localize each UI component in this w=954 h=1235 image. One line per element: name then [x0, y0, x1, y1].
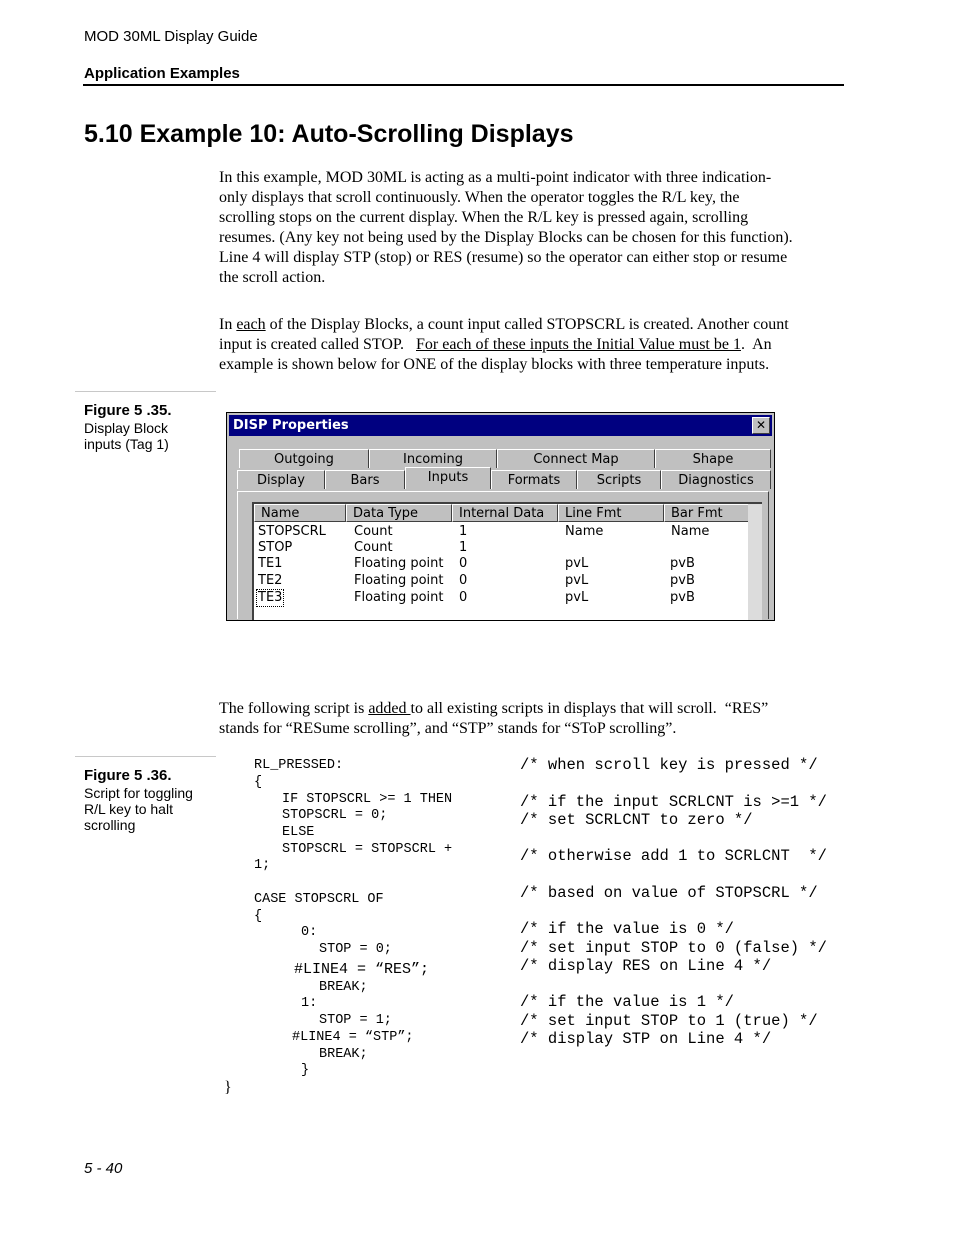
- code-comment: /* otherwise add 1 to SCRLCNT */: [520, 847, 827, 865]
- cell-name[interactable]: STOP: [258, 540, 293, 555]
- code-line: #LINE4 = “RES”;: [294, 961, 430, 978]
- text-run: to all existing scripts in displays that will scroll. “RES”: [410, 700, 769, 717]
- column-header-line-fmt-name[interactable]: Line Fmt Name: [558, 504, 664, 522]
- cell-line-fmt: pvL: [565, 590, 589, 605]
- text-run: . An: [740, 336, 772, 353]
- code-comment: /* if the value is 1 */: [520, 993, 734, 1011]
- caption-line: inputs (Tag 1): [84, 436, 169, 452]
- dialog-title: DISP Properties: [233, 418, 349, 433]
- code-line: RL_PRESSED:: [254, 758, 344, 773]
- inputs-line: example is shown below for ONE of the display blocks with three temperature inputs.: [219, 356, 770, 373]
- cell-data-type: Floating point: [354, 556, 444, 571]
- caption-line: scrolling: [84, 817, 136, 833]
- figure-number: Figure 5 .36.: [84, 767, 172, 784]
- column-header-data-type[interactable]: Data Type: [346, 504, 452, 522]
- code-line: STOP = 0;: [319, 942, 392, 957]
- code-line: 0:: [301, 925, 318, 940]
- cell-bar-fmt: pvB: [670, 590, 695, 605]
- cell-data-type: Count: [354, 524, 393, 539]
- code-comment: /* set input STOP to 1 (true) */: [520, 1012, 818, 1030]
- underlined-text: added: [368, 700, 411, 717]
- section-header: Application Examples: [84, 65, 240, 82]
- close-icon[interactable]: ✕: [752, 417, 770, 434]
- code-comment: /* when scroll key is pressed */: [520, 756, 818, 774]
- caption-line: Display Block: [84, 420, 169, 436]
- figure-caption: [84, 785, 193, 833]
- inputs-paragraph: [219, 315, 844, 375]
- intro-line: scrolling stops on the current display. When the R/L key is pressed again, scrolling: [219, 209, 749, 226]
- code-line: 1:: [301, 996, 318, 1011]
- tab-inputs[interactable]: Inputs: [405, 467, 491, 489]
- code-comment: /* if the input SCRLCNT is >=1 */: [520, 793, 827, 811]
- cell-internal-data: 0: [459, 573, 468, 588]
- figure-caption: [84, 420, 169, 452]
- caption-line: Script for toggling: [84, 785, 193, 801]
- cell-bar-fmt: pvB: [670, 573, 695, 588]
- intro-line: In this example, MOD 30ML is acting as a multi-point indicator with three indication-: [219, 169, 772, 186]
- tab-scripts[interactable]: Scripts: [577, 470, 661, 489]
- tab-shape[interactable]: Shape: [655, 449, 771, 468]
- text-run: In: [219, 316, 237, 333]
- cell-internal-data: 0: [459, 556, 468, 571]
- tab-diagnostics[interactable]: Diagnostics: [661, 470, 771, 489]
- cell-data-type: Count: [354, 540, 393, 555]
- header-rule: [83, 84, 844, 86]
- code-comment: /* based on value of STOPSCRL */: [520, 884, 818, 902]
- caption-rule: [75, 756, 216, 757]
- code-line: STOPSCRL = 0;: [282, 808, 388, 823]
- code-comment: /* display STP on Line 4 */: [520, 1030, 772, 1048]
- code-line: STOP = 1;: [319, 1013, 392, 1028]
- cell-internal-data: 0: [459, 590, 468, 605]
- script-line: [219, 699, 844, 719]
- code-line: ELSE: [282, 825, 315, 840]
- intro-paragraph: [219, 168, 844, 288]
- cell-internal-data: 1: [459, 524, 468, 539]
- cell-data-type: Floating point: [354, 573, 444, 588]
- tab-connect-map[interactable]: Connect Map: [497, 449, 655, 468]
- script-paragraph: [219, 699, 844, 739]
- code-line: STOPSCRL = STOPSCRL +: [282, 842, 453, 857]
- page-number: 5 - 40: [84, 1160, 123, 1177]
- script-line: stands for “RESume scrolling”, and “STP” stands for “SToP scrolling”.: [219, 720, 677, 737]
- code-comment: /* display RES on Line 4 */: [520, 957, 772, 975]
- cell-name[interactable]: STOPSCRL: [258, 524, 326, 539]
- column-header-internal-data[interactable]: Internal Data: [452, 504, 558, 522]
- code-line: BREAK;: [319, 980, 368, 995]
- code-line: CASE STOPSCRL OF: [254, 892, 384, 907]
- column-header-bar-fmt-name[interactable]: Bar Fmt Name: [664, 504, 760, 522]
- tab-formats[interactable]: Formats: [491, 470, 577, 489]
- code-line: 1;: [254, 858, 271, 873]
- code-line: IF STOPSCRL >= 1 THEN: [282, 792, 453, 807]
- text-run: of the Display Blocks, a count input called STOPSCRL is created. Another count: [265, 316, 789, 333]
- document-title: MOD 30ML Display Guide: [84, 28, 258, 45]
- cell-bar-fmt: pvB: [670, 556, 695, 571]
- column-header-name[interactable]: Name: [254, 504, 346, 522]
- text-run: The following script is: [219, 700, 369, 717]
- tab-display[interactable]: Display: [237, 470, 325, 489]
- cell-line-fmt: pvL: [565, 556, 589, 571]
- code-line: #LINE4 = “STP”;: [292, 1030, 414, 1045]
- tab-incoming[interactable]: Incoming: [369, 449, 497, 468]
- intro-line: resumes. (Any key not being used by the Display Blocks can be chosen for this function).: [219, 229, 793, 246]
- cell-internal-data: 1: [459, 540, 468, 555]
- inputs-list[interactable]: [252, 502, 762, 620]
- code-comment: /* if the value is 0 */: [520, 920, 734, 938]
- code-comment: /* set SCRLCNT to zero */: [520, 811, 753, 829]
- section-heading: 5.10 Example 10: Auto-Scrolling Displays: [84, 120, 574, 148]
- underlined-text: each: [236, 316, 266, 333]
- tab-bars[interactable]: Bars: [325, 470, 405, 489]
- caption-rule: [75, 391, 216, 392]
- intro-line: the scroll action.: [219, 269, 326, 286]
- cell-line-fmt: pvL: [565, 573, 589, 588]
- code-comment: /* set input STOP to 0 (false) */: [520, 939, 827, 957]
- code-line: {: [254, 775, 263, 790]
- intro-line: Line 4 will display STP (stop) or RES (resume) so the operator can either stop or resume: [219, 249, 788, 266]
- cell-name[interactable]: TE2: [258, 573, 283, 588]
- code-line: {: [254, 909, 263, 924]
- cell-data-type: Floating point: [354, 590, 444, 605]
- dialog-titlebar: [229, 415, 772, 436]
- cell-name-selected[interactable]: TE3: [258, 590, 283, 605]
- cell-name[interactable]: TE1: [258, 556, 283, 571]
- caption-line: R/L key to halt: [84, 801, 173, 817]
- code-line: }: [224, 1079, 232, 1096]
- inputs-line: [219, 315, 844, 335]
- code-line: }: [301, 1063, 310, 1078]
- tab-outgoing[interactable]: Outgoing: [239, 449, 369, 468]
- intro-line: only displays that scroll continuously. When the operator toggles the R/L key, the: [219, 189, 740, 206]
- code-line: BREAK;: [319, 1047, 368, 1062]
- text-run: input is created called STOP.: [219, 336, 416, 353]
- inputs-line: [219, 335, 844, 355]
- figure-number: Figure 5 .35.: [84, 402, 172, 419]
- list-scrollbar[interactable]: [748, 504, 762, 620]
- underlined-text: For each of these inputs the Initial Value must be 1: [416, 336, 741, 353]
